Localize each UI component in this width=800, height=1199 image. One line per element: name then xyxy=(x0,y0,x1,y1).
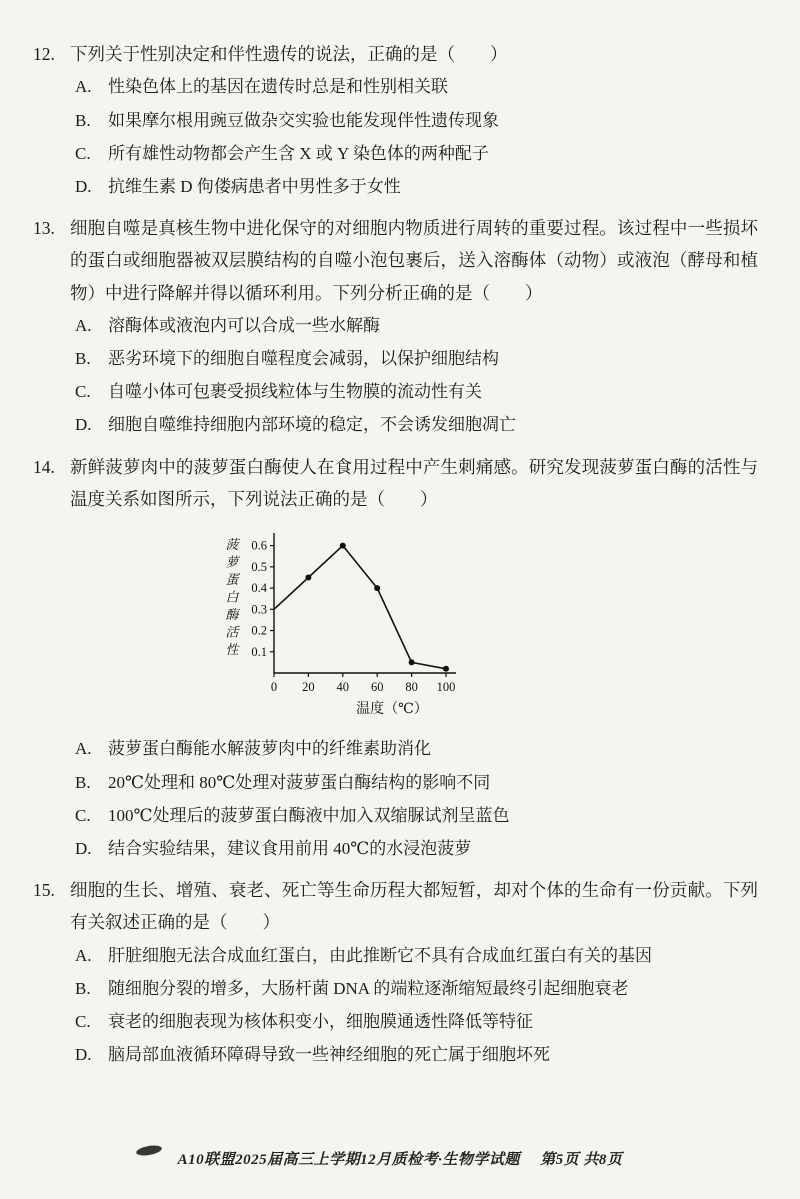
question-number: 14. xyxy=(33,456,55,477)
option-14-d xyxy=(75,832,758,865)
question-number: 12. xyxy=(33,44,55,64)
page-footer xyxy=(0,1148,800,1169)
option-label: D. xyxy=(75,176,92,196)
question-stem: 细胞自噬是真核生物中进化保守的对细胞内物质进行周转的重要过程。该过程中一些损坏的蛋白或细胞器被双层膜结构的自噬小泡包裹后，送入溶酶体（动物）或液泡（酵母和植物）中进行降解并得以循环利用。下列分析正确的是（ ） xyxy=(70,217,758,303)
option-text: 100℃处理后的菠萝蛋白酶液中加入双缩脲试剂呈蓝色 xyxy=(108,805,510,825)
question-13 xyxy=(30,212,758,442)
option-13-b xyxy=(75,342,758,375)
svg-text:温度（℃）: 温度（℃） xyxy=(356,702,428,718)
option-label: B. xyxy=(75,772,91,792)
question-number: 13. xyxy=(33,217,55,238)
svg-text:60: 60 xyxy=(370,680,384,695)
svg-text:40: 40 xyxy=(336,680,350,695)
option-text: 性染色体上的基因在遗传时总是和性别相关联 xyxy=(108,77,448,97)
option-list xyxy=(75,939,758,1072)
option-label: A. xyxy=(75,316,92,336)
option-text: 20℃处理和 80℃处理对菠萝蛋白酶结构的影响不同 xyxy=(108,772,491,792)
option-13-a xyxy=(75,309,758,342)
svg-text:活: 活 xyxy=(225,624,239,640)
question-stem: 新鲜菠萝肉中的菠萝蛋白酶使人在食用过程中产生刺痛感。研究发现菠萝蛋白酶的活性与温度关系如图所示，下列说法正确的是（ ） xyxy=(70,456,758,509)
svg-text:0.1: 0.1 xyxy=(251,645,267,660)
option-label: C. xyxy=(75,382,91,402)
option-label: C. xyxy=(75,143,91,163)
option-label: D. xyxy=(75,1045,92,1065)
option-14-c xyxy=(75,799,758,832)
svg-text:0.6: 0.6 xyxy=(251,538,267,553)
question-stem: 细胞的生长、增殖、衰老、死亡等生命历程大都短暂，却对个体的生命有一份贡献。下列有关叙述正确的是（ ） xyxy=(70,879,758,933)
svg-text:性: 性 xyxy=(225,642,239,658)
option-12-d xyxy=(75,170,758,203)
svg-text:0.4: 0.4 xyxy=(251,581,267,596)
option-text: 如果摩尔根用豌豆做杂交实验也能发现伴性遗传现象 xyxy=(108,110,499,130)
svg-text:菠: 菠 xyxy=(225,537,239,553)
option-15-a xyxy=(75,939,758,972)
option-list xyxy=(75,70,758,203)
footer-title: A10联盟2025届高三上学期12月质检考·生物学试题 xyxy=(177,1152,520,1168)
option-14-a xyxy=(75,732,758,765)
question-stem: 下列关于性别决定和伴性遗传的说法，正确的是（ ） xyxy=(70,44,508,64)
question-14 xyxy=(30,451,758,865)
svg-text:20: 20 xyxy=(302,680,315,695)
option-text: 细胞自噬维持细胞内部环境的稳定，不会诱发细胞凋亡 xyxy=(108,415,516,435)
option-label: D. xyxy=(75,838,92,858)
option-13-d xyxy=(75,408,758,441)
option-label: A. xyxy=(75,77,92,97)
svg-text:0: 0 xyxy=(270,680,278,695)
option-label: B. xyxy=(75,110,91,130)
svg-text:蛋: 蛋 xyxy=(225,572,239,588)
option-15-c xyxy=(75,1005,758,1038)
question-12 xyxy=(30,38,758,203)
option-text: 脑局部血液循环障碍导致一些神经细胞的死亡属于细胞坏死 xyxy=(108,1045,550,1065)
option-label: D. xyxy=(75,415,92,435)
svg-text:0.2: 0.2 xyxy=(251,623,267,638)
option-text: 溶酶体或液泡内可以合成一些水解酶 xyxy=(108,316,380,336)
footer-page-number: 第5页 共8页 xyxy=(540,1152,623,1168)
option-15-b xyxy=(75,972,758,1005)
enzyme-activity-figure xyxy=(210,523,758,726)
option-text: 结合实验结果，建议食用前用 40℃的水浸泡菠萝 xyxy=(108,838,472,858)
option-text: 自噬小体可包裹受损线粒体与生物膜的流动性有关 xyxy=(108,382,482,402)
svg-text:萝: 萝 xyxy=(225,554,239,570)
option-12-b xyxy=(75,104,758,137)
option-text: 抗维生素 D 佝偻病患者中男性多于女性 xyxy=(108,176,401,196)
option-label: B. xyxy=(75,349,91,369)
question-15 xyxy=(30,874,758,1071)
option-text: 肝脏细胞无法合成血红蛋白，由此推断它不具有合成血红蛋白有关的基因 xyxy=(108,945,652,965)
enzyme-activity-chart xyxy=(210,523,490,721)
question-number: 15. xyxy=(33,879,55,900)
svg-text:80: 80 xyxy=(405,680,418,695)
svg-text:100: 100 xyxy=(436,680,456,695)
option-label: C. xyxy=(75,1011,91,1031)
option-15-d xyxy=(75,1038,758,1071)
option-list xyxy=(75,732,758,865)
svg-text:酶: 酶 xyxy=(225,607,239,623)
option-12-c xyxy=(75,137,758,170)
option-label: C. xyxy=(75,805,91,825)
option-label: A. xyxy=(75,739,92,759)
option-13-c xyxy=(75,375,758,408)
svg-text:白: 白 xyxy=(225,589,239,605)
svg-text:0.3: 0.3 xyxy=(251,602,267,617)
option-text: 随细胞分裂的增多，大肠杆菌 DNA 的端粒逐渐缩短最终引起细胞衰老 xyxy=(108,978,629,998)
option-text: 衰老的细胞表现为核体积变小，细胞膜通透性降低等特征 xyxy=(108,1011,533,1031)
option-text: 所有雄性动物都会产生含 X 或 Y 染色体的两种配子 xyxy=(108,143,489,163)
option-list xyxy=(75,309,758,442)
option-12-a xyxy=(75,70,758,103)
option-label: B. xyxy=(75,978,91,998)
svg-text:0.5: 0.5 xyxy=(251,560,267,575)
option-text: 菠萝蛋白酶能水解菠萝肉中的纤维素助消化 xyxy=(108,739,431,759)
option-label: A. xyxy=(75,945,92,965)
option-14-b xyxy=(75,766,758,799)
option-text: 恶劣环境下的细胞自噬程度会减弱，以保护细胞结构 xyxy=(108,349,499,369)
